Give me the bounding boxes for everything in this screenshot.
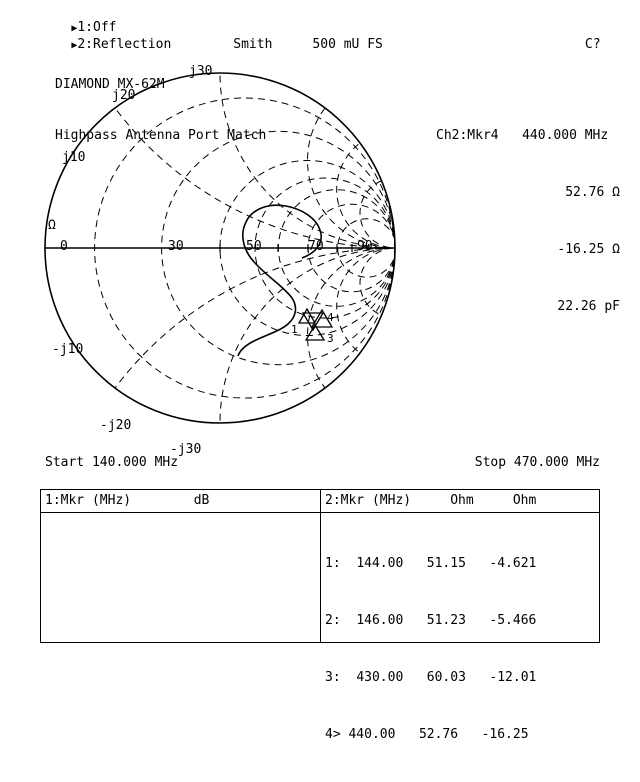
marker-tables-divider <box>320 490 321 642</box>
row-freq: 440.00 <box>348 727 396 742</box>
channel-2-mode[interactable]: Reflection <box>93 37 172 52</box>
label-j30: j30 <box>189 64 213 79</box>
device-title: DIAMOND MX-62M <box>55 77 165 92</box>
row-r: 52.76 <box>418 727 459 742</box>
row-index: 4> <box>325 727 341 742</box>
row-x: -5.466 <box>489 613 537 628</box>
channel-2-format[interactable]: Smith <box>233 37 273 52</box>
row-x: -4.621 <box>489 556 537 571</box>
table-row[interactable] <box>325 554 536 573</box>
label-r50: 50 <box>246 239 262 254</box>
label-r30: 30 <box>168 239 184 254</box>
row-freq: 146.00 <box>356 613 404 628</box>
channel-2-active-triangle-icon: ▶ <box>71 40 78 51</box>
label-omega: Ω <box>48 218 56 233</box>
label-j10: j10 <box>62 150 86 165</box>
marker-1-label: 1 <box>291 323 298 336</box>
channel-1-active-triangle-icon: ▶ <box>71 23 78 34</box>
channel-status-bar <box>40 2 636 52</box>
label-minus-j30: -j30 <box>170 442 202 457</box>
channel-2-cal-status: C? <box>584 37 601 52</box>
row-x: -16.25 <box>481 727 529 742</box>
marker-readout-capacitance: 22.26 pF <box>557 299 620 314</box>
channel-1-state: Off <box>93 20 117 35</box>
label-r0: 0 <box>60 239 68 254</box>
row-r: 60.03 <box>426 670 466 685</box>
row-index: 3: <box>325 670 341 685</box>
row-index: 2: <box>325 613 341 628</box>
marker-table-2-header: 2:Mkr (MHz) Ohm Ohm <box>325 493 537 508</box>
row-freq: 430.00 <box>356 670 404 685</box>
label-r70: 70 <box>308 239 324 254</box>
marker-readout-frequency: 440.000 MHz <box>522 128 609 143</box>
channel-2-label: 2: <box>77 37 93 52</box>
measurement-title: Highpass Antenna Port Match <box>55 128 267 143</box>
smith-chart[interactable] <box>30 36 430 456</box>
marker-4-label: 4 <box>327 311 334 324</box>
row-index: 1: <box>325 556 341 571</box>
row-r: 51.15 <box>426 556 466 571</box>
marker-readout-resistance: 52.76 Ω <box>565 185 620 200</box>
row-x: -12.01 <box>489 670 537 685</box>
table-row[interactable] <box>325 611 536 630</box>
row-r: 51.23 <box>426 613 466 628</box>
marker-table-2-rows <box>325 516 536 782</box>
sweep-range-bar <box>0 455 640 475</box>
marker-readout-panel <box>436 88 620 335</box>
marker-table-1-header: 1:Mkr (MHz) dB <box>45 493 210 508</box>
sweep-start[interactable]: Start 140.000 MHz <box>45 455 179 470</box>
table-row-active[interactable] <box>325 725 536 744</box>
marker-readout-line1 <box>436 126 620 145</box>
label-r90: 90 <box>357 239 373 254</box>
marker-readout-reactance: -16.25 Ω <box>557 242 620 257</box>
marker-3-label: 3 <box>327 332 334 345</box>
marker-readout-channel: Ch2:Mkr4 <box>436 128 499 143</box>
label-minus-j20: -j20 <box>100 418 132 433</box>
row-freq: 144.00 <box>356 556 404 571</box>
label-j20: j20 <box>112 88 136 103</box>
channel-1-status-line[interactable] <box>40 2 636 35</box>
table-row[interactable] <box>325 668 536 687</box>
channel-2-status-line[interactable] <box>40 19 636 52</box>
marker-tables <box>40 489 600 742</box>
reflection-trace <box>238 205 321 356</box>
channel-2-scale[interactable]: 500 mU FS <box>312 37 383 52</box>
channel-1-label: 1: <box>77 20 93 35</box>
sweep-stop[interactable]: Stop 470.000 MHz <box>474 455 600 470</box>
label-minus-j10: -j10 <box>52 342 84 357</box>
